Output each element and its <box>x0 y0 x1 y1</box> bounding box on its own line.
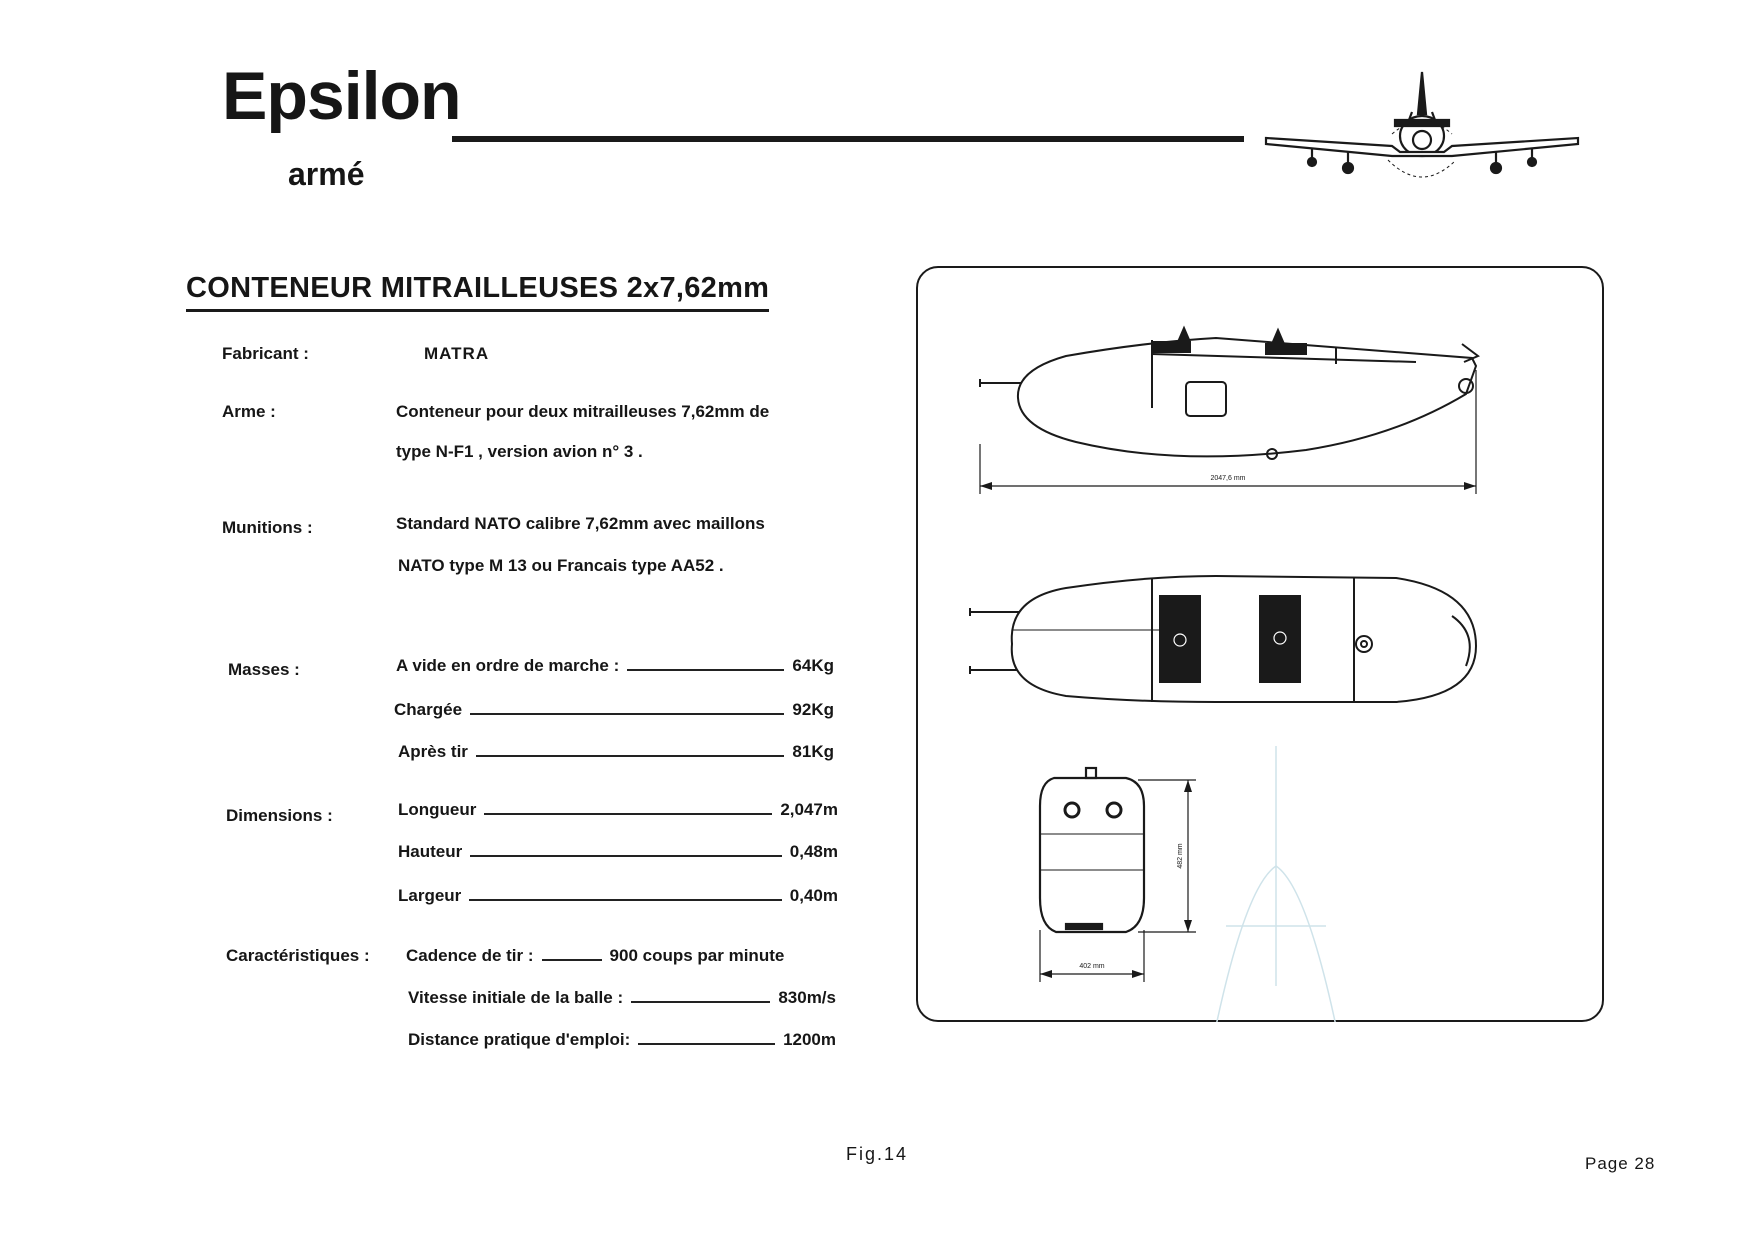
masses-label: Masses : <box>228 660 300 679</box>
dimension-value: 2,047m <box>780 800 838 819</box>
top-view-drawing <box>970 576 1476 702</box>
masse-row-chargee <box>394 700 834 720</box>
arme-label: Arme : <box>222 402 276 421</box>
masse-name: A vide en ordre de marche : <box>396 656 620 675</box>
leader-line <box>476 755 785 757</box>
caracteristique-row-distance <box>408 1030 836 1050</box>
brand-title: Epsilon <box>222 58 461 134</box>
arme-line-1: Conteneur pour deux mitrailleuses 7,62mm de <box>396 402 770 421</box>
fabricant-label: Fabricant : <box>222 344 309 363</box>
leader-line <box>631 1001 770 1003</box>
dimension-value: 0,40m <box>789 886 838 905</box>
side-view-drawing <box>980 328 1478 494</box>
dimension-row-largeur <box>398 886 838 906</box>
munitions-label: Munitions : <box>222 518 313 537</box>
caracteristique-value: 900 coups par minute <box>609 946 785 965</box>
container-technical-drawing <box>916 266 1604 1022</box>
dimension-value: 0,48m <box>789 842 838 861</box>
munitions-line-1: Standard NATO calibre 7,62mm avec maillons <box>396 514 765 533</box>
height-dimension-text: 482 mm <box>1177 843 1184 869</box>
brand-subtitle: armé <box>288 156 365 192</box>
leader-line <box>470 855 782 857</box>
width-dimension-text: 402 mm <box>1079 963 1105 970</box>
leader-line <box>469 899 782 901</box>
section-title: CONTENEUR MITRAILLEUSES 2x7,62mm <box>186 274 769 312</box>
caracteristique-name: Vitesse initiale de la balle : <box>408 988 624 1007</box>
caracteristique-value: 830m/s <box>778 988 836 1007</box>
leader-line <box>470 713 784 715</box>
munitions-line-2: NATO type M 13 ou Francais type AA52 . <box>398 556 724 575</box>
fabricant-value: MATRA <box>424 344 490 363</box>
leader-line <box>638 1043 775 1045</box>
length-dimension-text: 2047,6 mm <box>1210 475 1246 482</box>
watermark-icon <box>1216 746 1336 1022</box>
masse-value: 81Kg <box>792 742 834 761</box>
caracteristiques-label: Caractéristiques : <box>226 946 370 965</box>
leader-line <box>484 813 772 815</box>
arme-line-2: type N-F1 , version avion n° 3 . <box>396 442 643 461</box>
caracteristique-name: Distance pratique d'emploi: <box>408 1030 631 1049</box>
dimension-row-longueur <box>398 800 838 820</box>
dimension-name: Hauteur <box>398 842 463 861</box>
caracteristique-row-vitesse <box>408 988 836 1008</box>
masse-value: 92Kg <box>792 700 834 719</box>
dimensions-label: Dimensions : <box>226 806 333 825</box>
front-view-drawing <box>1040 768 1196 982</box>
caracteristique-name: Cadence de tir : <box>406 946 534 965</box>
leader-line <box>627 669 784 671</box>
page-number: Page 28 <box>1585 1154 1656 1173</box>
masse-name: Chargée <box>394 700 463 719</box>
masse-row-apres-tir <box>398 742 834 762</box>
dimension-name: Longueur <box>398 800 477 819</box>
aircraft-front-view-icon <box>1262 68 1582 192</box>
header-rule <box>452 136 1244 142</box>
caracteristique-value: 1200m <box>783 1030 836 1049</box>
dimension-name: Largeur <box>398 886 462 905</box>
figure-label: Fig.14 <box>846 1144 909 1164</box>
masse-value: 64Kg <box>792 656 834 675</box>
caracteristique-row-cadence <box>406 946 836 966</box>
dimension-row-hauteur <box>398 842 838 862</box>
leader-line <box>542 959 602 961</box>
masse-name: Après tir <box>398 742 468 761</box>
masse-row-vide <box>396 656 834 676</box>
